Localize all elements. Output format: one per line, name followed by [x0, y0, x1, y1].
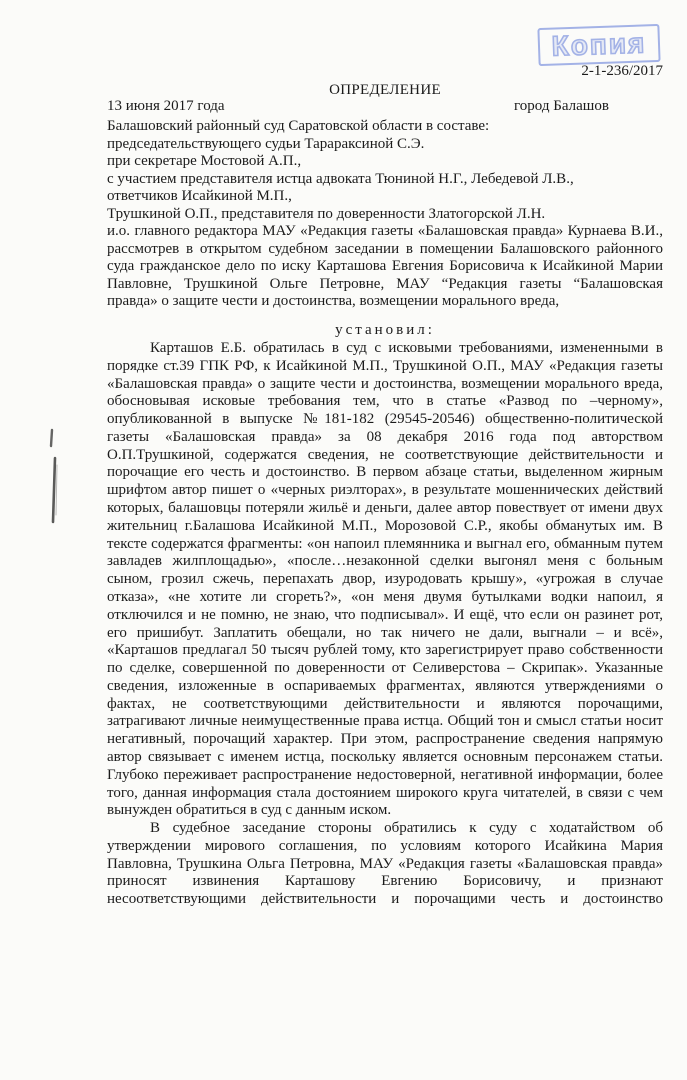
claim-paragraph-line: опубликованной в выпуске №181-182 (29545-20546) общественно-политической: [107, 411, 663, 428]
claim-paragraph-line: которых, балашовцы потеряли жильё и деньги, далее автор повествует от имени двух: [107, 500, 663, 517]
document-title: ОПРЕДЕЛЕНИЕ: [329, 82, 441, 98]
claim-paragraph-line: отключился и не помню, не знаю, что подписывал». И ещё, что если он разинет рот,: [107, 606, 663, 623]
court-composition: [107, 118, 663, 311]
claim-paragraph-line: завладев жилплощадью», «после…незаконной сделки выгонял меня с больным: [107, 553, 663, 570]
claim-paragraph-line: Глубоко переживает распространение недостоверной, негативной информации, более: [107, 766, 663, 783]
claim-paragraph-line: затрагивают личные неимущественные права истца. Общий тон и смысл статьи носит: [107, 713, 663, 730]
document-body: [107, 340, 663, 909]
copy-stamp-label: Копия: [551, 27, 647, 62]
settlement-paragraph-line: В судебное заседание стороны обратились к суду с ходатайством об: [150, 820, 663, 837]
claim-paragraph-line: сыном, грозил сжечь, перепахать двор, изуродовать крышу», «угрожая в случае: [107, 571, 663, 588]
document-date: 13 июня 2017 года: [107, 98, 225, 114]
claim-paragraph-line: по сделке, совершенной по доверенности от Селиверстова – Скрипак». Указанные: [107, 660, 663, 677]
claim-paragraph-line: вынужден обратиться в суд с данным иском.: [107, 802, 392, 819]
claim-paragraph-line: О.П.Трушкиной, содержатся сведения, не соответствующие действительности и: [107, 446, 663, 463]
court-composition-line: правда» о защите чести и достоинства, возмещении морального вреда,: [107, 293, 560, 309]
claim-paragraph-line: фактах, не соответствующими действительности и являются порочащими,: [107, 695, 663, 712]
claim-paragraph-line: его пришибут. Заплатить обещали, но так ничего не дали, выгнали – и всё»,: [107, 624, 663, 641]
court-composition-line: Балашовский районный суд Саратовской области в составе:: [107, 118, 490, 134]
court-composition-line: председательствующего судьи Тарараксиной С.Э.: [107, 135, 425, 152]
copy-stamp: [537, 24, 660, 66]
claim-paragraph-line: порядке ст.39 ГПК РФ, к Исайкиной М.П., Трушкиной О.П., МАУ «Редакция газеты: [107, 357, 663, 374]
resolution-heading: установил:: [335, 322, 435, 338]
settlement-paragraph-line: приносят извинения Карташову Евгению Борисовичу, и признают: [107, 873, 663, 890]
settlement-paragraph-line: несоответствующими действительности и порочащими честь и достоинство: [107, 891, 663, 908]
claim-paragraph-line: жительниц г.Балашова Исайкиной М.П., Морозовой С.Р., якобы обманутых им. В: [107, 517, 663, 534]
court-composition-line: с участием представителя истца адвоката Тюниной Н.Г., Лебедевой Л.В.,: [107, 170, 574, 187]
court-composition-line: Трушкиной О.П., представителя по доверенности Златогорской Л.Н.: [107, 205, 546, 222]
claim-paragraph-line: сведения, изложенные в оспариваемых фрагментах, являются утверждениями о: [107, 677, 663, 694]
court-composition-line: при секретаре Мостовой А.П.,: [107, 153, 302, 169]
court-composition-line: Павловне, Трушкиной Ольге Петровне, МАУ “Редакция газеты “Балашовская: [107, 275, 663, 292]
claim-paragraph-line: обосновывая исковые требования тем, что в статье «Развод по –черному»,: [107, 393, 663, 410]
claim-paragraph-line: того, данная информация стала достоянием широкого круга читателей, в связи с чем: [107, 784, 663, 801]
case-number: 2-1-236/2017: [581, 63, 663, 79]
claim-paragraph-line: отказа», «не хотите ли сгореть?», «он меня двумя бутылками водки напоил, я: [107, 588, 663, 605]
document-city: город Балашов: [514, 98, 609, 114]
claim-paragraph-line: автор связывает с именем истца, поскольку является основным персонажем статьи.: [107, 748, 663, 765]
settlement-paragraph-line: утверждении мирового соглашения, по условиям которого Исайкина Мария: [107, 837, 663, 854]
court-composition-line: рассмотрев в открытом судебном заседании в помещении Балашовского районного: [107, 240, 663, 257]
claim-paragraph-line: негативный, порочащий характер. При этом, распространение сведения напрямую: [107, 731, 663, 748]
claim-paragraph-line: Карташов Е.Б. обратилась в суд с исковыми требованиями, измененными в: [150, 340, 663, 356]
date-place-line: [107, 98, 663, 116]
court-composition-line: ответчиков Исайкиной М.П.,: [107, 188, 292, 204]
claim-paragraph-line: порочащие его честь и достоинство. В первом абзаце статьи, выделенном жирным: [107, 464, 663, 481]
claim-paragraph-line: «Карташов предлагал 50 тысяч рублей тому, кто зарегистрирует право собственности: [107, 642, 663, 659]
claim-paragraph-line: «Балашовская правда» о защите чести и достоинства, возмещении морального вреда,: [107, 375, 663, 392]
margin-pencil-marks: [38, 420, 68, 535]
claim-paragraph-line: газеты «Балашовская правда» за 08 декабря 2016 года под авторством: [107, 428, 663, 445]
settlement-paragraph-line: Павловна, Трушкина Ольга Петровна, МАУ «Редакция газеты «Балашовская правда»: [107, 855, 663, 872]
court-composition-line: и.о. главного редактора МАУ «Редакция газеты «Балашовская правда» Курнаева В.И.,: [107, 223, 663, 239]
claim-paragraph-line: шрифтом автор пишет о «черных риэлторах», в результате мошеннических действий: [107, 482, 663, 499]
claim-paragraph-line: тексте содержатся фрагменты: «он напоил племянника и выгнал его, обманным путем: [107, 535, 663, 552]
court-composition-line: суда гражданское дело по иску Карташова Евгения Борисовича к Исайкиной Марии: [107, 258, 663, 274]
